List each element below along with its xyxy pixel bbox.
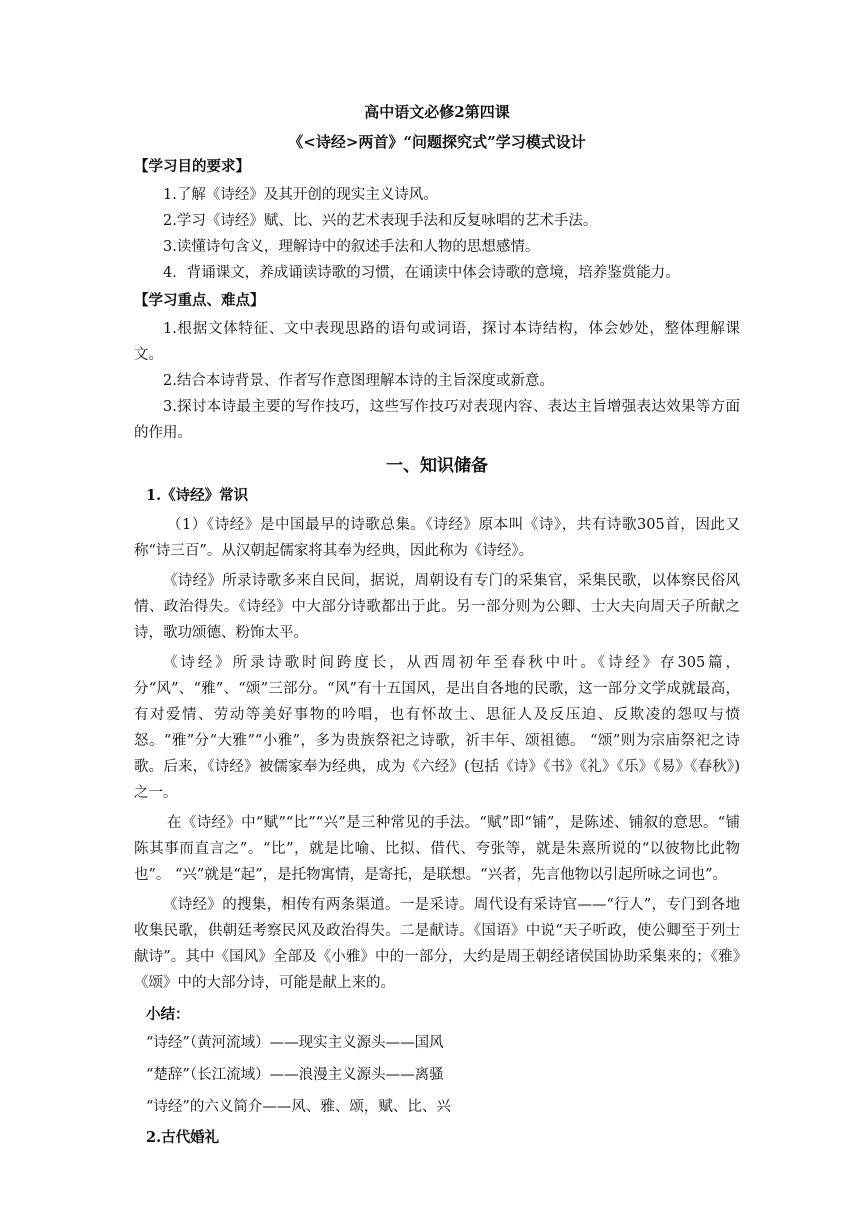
- document-content: [134, 102, 740, 1154]
- document-title: 高中语文必修2第四课: [364, 103, 510, 121]
- paragraph: 《诗经》的搜集，相传有两条渠道。一是采诗。周代设有采诗官——“行人”，专门到各地收集民歌，供朝廷考察民风及政治得失。二是献诗。《国语》中说“天子听政，使公卿至于列士献诗”。其中《国风》全部及《小雅》中的一部分，大约是周王朝经诸侯国协助采集来的；《雅》《颂》中的大部分诗，可能是献上来的。: [134, 897, 740, 991]
- paragraph: 《诗经》所录诗歌时间跨度长，从西周初年至春秋中叶。《诗经》存305篇，分“风”、“雅”、“颂”三部分。“风”有十五国风，是出自各地的民歌，这一部分文学成就最高，有对爱情、劳动等美好事物的吟唱，也有怀故土、思征人及反压迫、反欺凌的怨叹与愤怒。“雅”分“大雅”“小雅”，多为贵族祭祀之诗歌，祈丰年、颂祖德。 “颂”则为宗庙祭祀之诗歌。后来，《诗经》被儒家奉为经典，成为《六经》(包括《诗》《书》《礼》《乐》《易》《春秋》)之一。: [134, 655, 740, 801]
- document-subtitle: 《<诗经>两首》“问题探究式”学习模式设计: [288, 133, 586, 151]
- paragraph: 在《诗经》中“赋”“比”“兴”是三种常见的手法。“赋”即“铺”，是陈述、铺叙的意思。“铺陈其事而直言之”。“比”，就是比喻、比拟、借代、夸张等，就是朱熹所说的“以彼物比此物也”。 “兴”就是“起”，是托物寓情，是寄托，是联想。“兴者，先言他物以引起所咏之词也”。: [134, 815, 740, 883]
- keypoint-item: 2.结合本诗背景、作者写作意图理解本诗的主旨深度或新意。: [163, 373, 554, 389]
- keypoint-item: 1.根据文体特征、文中表现思路的语句或词语，探讨本诗结构，体会妙处，整体理解课文。: [134, 321, 740, 363]
- section-heading: 一、知识储备: [386, 456, 488, 476]
- keypoints-heading: 【学习重点、难点】: [134, 292, 265, 309]
- objective-item: 1.了解《诗经》及其开创的现实主义诗风。: [163, 187, 438, 203]
- subsection-heading: 1.《诗经》常识: [146, 487, 249, 504]
- objective-item: 2.学习《诗经》赋、比、兴的艺术表现手法和反复咏唱的艺术手法。: [163, 213, 598, 229]
- summary-label: 小结：: [146, 1006, 190, 1023]
- summary-line: “楚辞”（长江流域）——浪漫主义源头——离骚: [146, 1067, 444, 1083]
- keypoint-item: 3.探讨本诗最主要的写作技巧，这些写作技巧对表现内容、表达主旨增强表达效果等方面的作用。: [134, 399, 740, 441]
- objectives-heading: 【学习目的要求】: [134, 158, 250, 175]
- objective-item: 3.读懂诗句含义，理解诗中的叙述手法和人物的思想感情。: [163, 239, 540, 255]
- paragraph: 《诗经》所录诗歌多来自民间，据说，周朝设有专门的采集官，采集民歌，以体察民俗风情、政治得失。《诗经》中大部分诗歌都出于此。另一部分则为公卿、士大夫向周天子所献之诗，歌功颂德、粉饰太平。: [134, 573, 740, 641]
- objective-item: 4．背诵课文，养成诵读诗歌的习惯，在诵读中体会诗歌的意境，培养鉴赏能力。: [163, 265, 680, 281]
- subsection-heading: 2.古代婚礼: [146, 1129, 220, 1146]
- summary-line: “诗经”的六义简介——风、雅、颂，赋、比、兴: [146, 1099, 451, 1115]
- summary-line: “诗经”（黄河流域）——现实主义源头——国风: [146, 1035, 444, 1051]
- paragraph: （1）《诗经》是中国最早的诗歌总集。《诗经》原本叫《诗》，共有诗歌305首，因此又称“诗三百”。从汉朝起儒家将其奉为经典，因此称为《诗经》。: [134, 517, 740, 559]
